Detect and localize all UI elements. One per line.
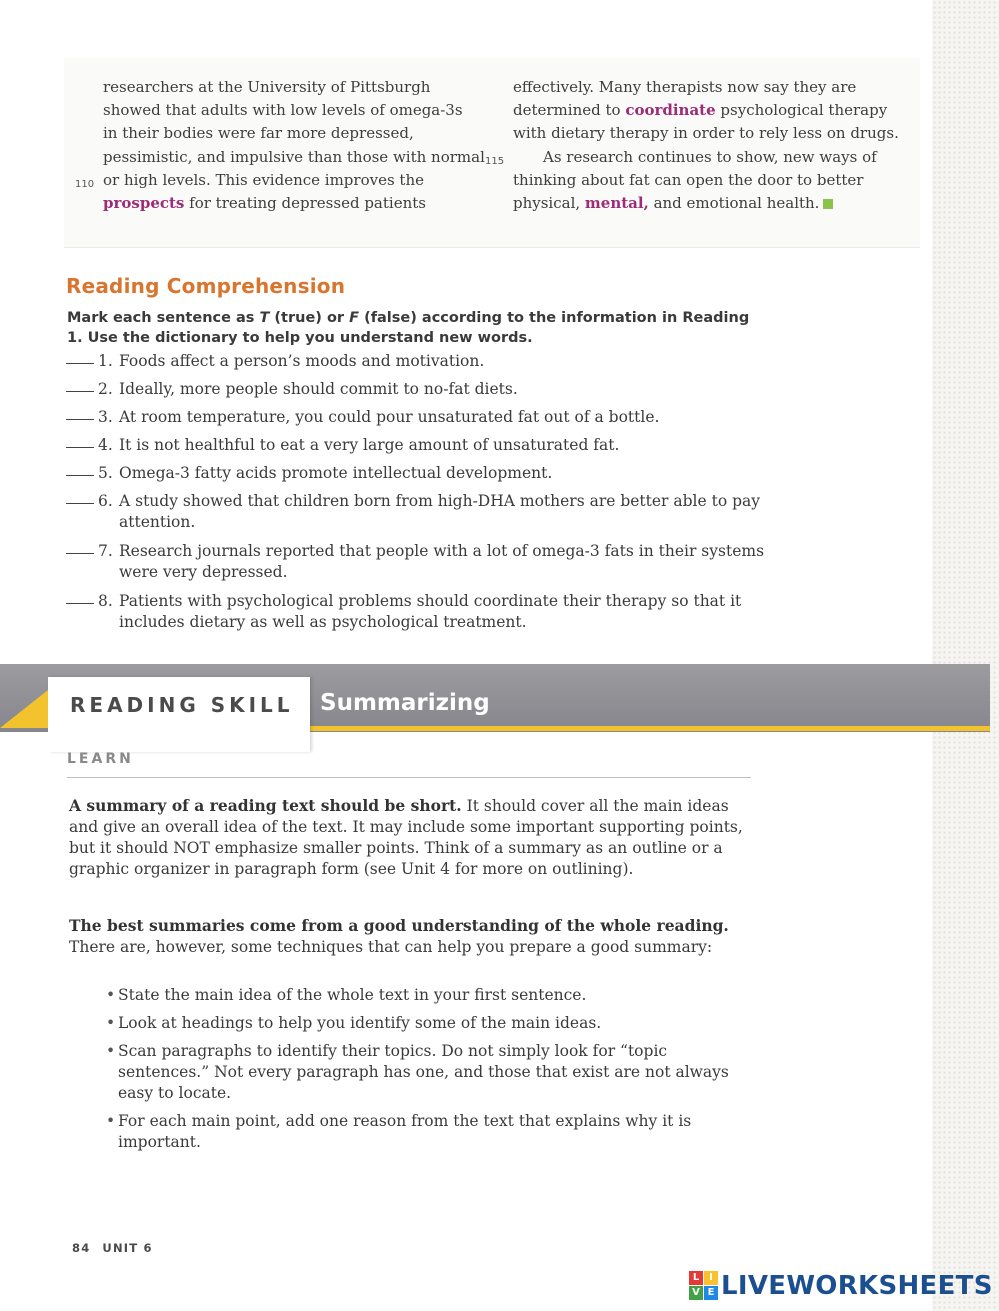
skill-title: Summarizing — [320, 690, 490, 716]
answer-blank[interactable] — [66, 503, 94, 504]
paragraph-text: There are, however, some techniques that can help you prepare a good summary: — [69, 938, 713, 956]
list-item — [66, 351, 766, 372]
vocab-word-mental: mental, — [584, 194, 649, 213]
item-number: 3. — [98, 408, 113, 426]
list-item: • Look at headings to help you identify some of the main ideas. — [106, 1013, 756, 1034]
item-text: Patients with psychological problems should coordinate their therapy so that it includes dietary as well as psychological treatment. — [119, 592, 742, 631]
excerpt-line-text: or high levels. This evidence improves the — [103, 170, 424, 189]
end-of-reading-icon — [823, 199, 833, 209]
page-number: 84 — [72, 1241, 91, 1255]
excerpt-line: in their bodies were far more depressed, — [103, 124, 414, 143]
item-text: A study showed that children born from high-DHA mothers are better able to pay attention. — [119, 492, 761, 531]
reading-skill-tab — [48, 677, 310, 752]
brand-name: LIVEWORKSHEETS — [721, 1271, 993, 1301]
true-false-list — [66, 351, 766, 633]
excerpt-line — [513, 192, 903, 215]
item-text: Research journals reported that people with a lot of omega-3 fats in their systems were very depressed. — [119, 542, 765, 581]
paragraph-lead: A summary of a reading text should be short. — [69, 796, 462, 815]
list-item: • For each main point, add one reason from the text that explains why it is important. — [106, 1111, 756, 1153]
list-item — [66, 435, 766, 456]
item-number: 4. — [98, 436, 113, 454]
vocab-word-prospects: prospects — [103, 194, 185, 213]
reading-comprehension-heading: Reading Comprehension — [66, 274, 346, 298]
item-number: 7. — [98, 542, 113, 560]
answer-blank[interactable] — [66, 447, 94, 448]
item-number: 2. — [98, 380, 113, 398]
instructions-text: Mark each sentence as — [67, 310, 260, 326]
item-number: 5. — [98, 464, 113, 482]
accent-wedge — [0, 690, 48, 728]
item-text: Omega-3 fatty acids promote intellectual development. — [119, 464, 553, 482]
unit-label: UNIT 6 — [102, 1241, 153, 1255]
excerpt-left-column — [75, 76, 485, 215]
answer-blank[interactable] — [66, 603, 94, 604]
comprehension-instructions — [67, 308, 767, 348]
excerpt-line — [513, 99, 903, 122]
technique-list — [106, 985, 756, 1160]
list-item — [66, 407, 766, 428]
liveworksheets-logo-icon — [689, 1271, 719, 1301]
paragraph-text: It should cover all the main ideas and give an overall idea of the text. It may include some important supporting points, but it should NOT emphasize smaller points. Think of a summary as an outline or a graphic organizer in paragraph form (see Unit 4 for more on outlining). — [69, 797, 743, 878]
reading-skill-label: READING SKILL — [70, 693, 294, 717]
item-text: It is not healthful to eat a very large amount of unsaturated fat. — [119, 436, 620, 454]
accent-rule — [310, 726, 990, 731]
divider — [67, 777, 751, 778]
item-number: 8. — [98, 592, 113, 610]
excerpt-right-column — [485, 76, 903, 215]
list-item — [66, 463, 766, 484]
excerpt-line-text: and emotional health. — [648, 194, 820, 213]
answer-blank[interactable] — [66, 553, 94, 554]
true-letter: T — [259, 310, 270, 326]
answer-blank[interactable] — [66, 363, 94, 364]
excerpt-line-text: determined to — [513, 101, 626, 120]
vocab-word-coordinate: coordinate — [625, 101, 716, 120]
excerpt-line: researchers at the University of Pittsburgh — [103, 78, 431, 96]
list-item: • Scan paragraphs to identify their topics. Do not simply look for “topic sentences.” Not every paragraph has one, and those that exist are not always easy to locate. — [106, 1041, 756, 1104]
excerpt-line-text: for treating depressed patients — [184, 194, 426, 213]
logo-letter: E — [704, 1286, 718, 1300]
item-text: Foods affect a person’s moods and motivation. — [119, 352, 485, 370]
answer-blank[interactable] — [66, 391, 94, 392]
instructions-text: (true) or — [269, 310, 350, 326]
list-item — [66, 591, 766, 633]
list-item — [66, 379, 766, 400]
page-edge-pattern — [932, 0, 999, 1311]
excerpt-line: with dietary therapy in order to rely less on drugs. — [513, 124, 899, 143]
list-item — [66, 541, 766, 583]
logo-letter: V — [689, 1286, 703, 1300]
excerpt-line — [103, 192, 483, 215]
excerpt-line — [485, 146, 903, 169]
liveworksheets-brand[interactable] — [689, 1268, 993, 1304]
logo-letter: L — [689, 1271, 703, 1285]
summary-paragraph-1 — [69, 795, 759, 880]
item-number: 6. — [98, 492, 113, 510]
page-footer — [72, 1241, 153, 1255]
false-letter: F — [349, 310, 360, 326]
excerpt-line: thinking about fat can open the door to better — [513, 170, 864, 189]
excerpt-line-text: psychological therapy — [715, 101, 888, 120]
excerpt-line: pessimistic, and impulsive than those with normal — [103, 147, 485, 166]
excerpt-line: effectively. Many therapists now say they are — [513, 78, 857, 96]
item-text: At room temperature, you could pour unsaturated fat out of a bottle. — [119, 408, 660, 426]
item-number: 1. — [98, 352, 113, 370]
item-text: Ideally, more people should commit to no-fat diets. — [119, 380, 518, 398]
excerpt-line-text: As research continues to show, new ways of — [543, 147, 877, 166]
excerpt-line-text: physical, — [513, 194, 585, 213]
excerpt-line: showed that adults with low levels of omega-3s — [103, 101, 463, 120]
learn-label: LEARN — [67, 751, 134, 767]
answer-blank[interactable] — [66, 419, 94, 420]
instructions-text: (false) according to the information in Reading 1. Use the dictionary to help you understand new words. — [67, 310, 750, 346]
logo-letter: I — [704, 1271, 718, 1285]
summary-paragraph-2 — [69, 915, 759, 958]
list-item: • State the main idea of the whole text in your first sentence. — [106, 985, 756, 1006]
answer-blank[interactable] — [66, 475, 94, 476]
excerpt-line — [75, 169, 483, 192]
list-item — [66, 491, 766, 533]
line-number: 110 — [75, 178, 95, 190]
paragraph-lead: The best summaries come from a good understanding of the whole reading. — [69, 916, 729, 935]
line-number: 115 — [485, 155, 505, 167]
